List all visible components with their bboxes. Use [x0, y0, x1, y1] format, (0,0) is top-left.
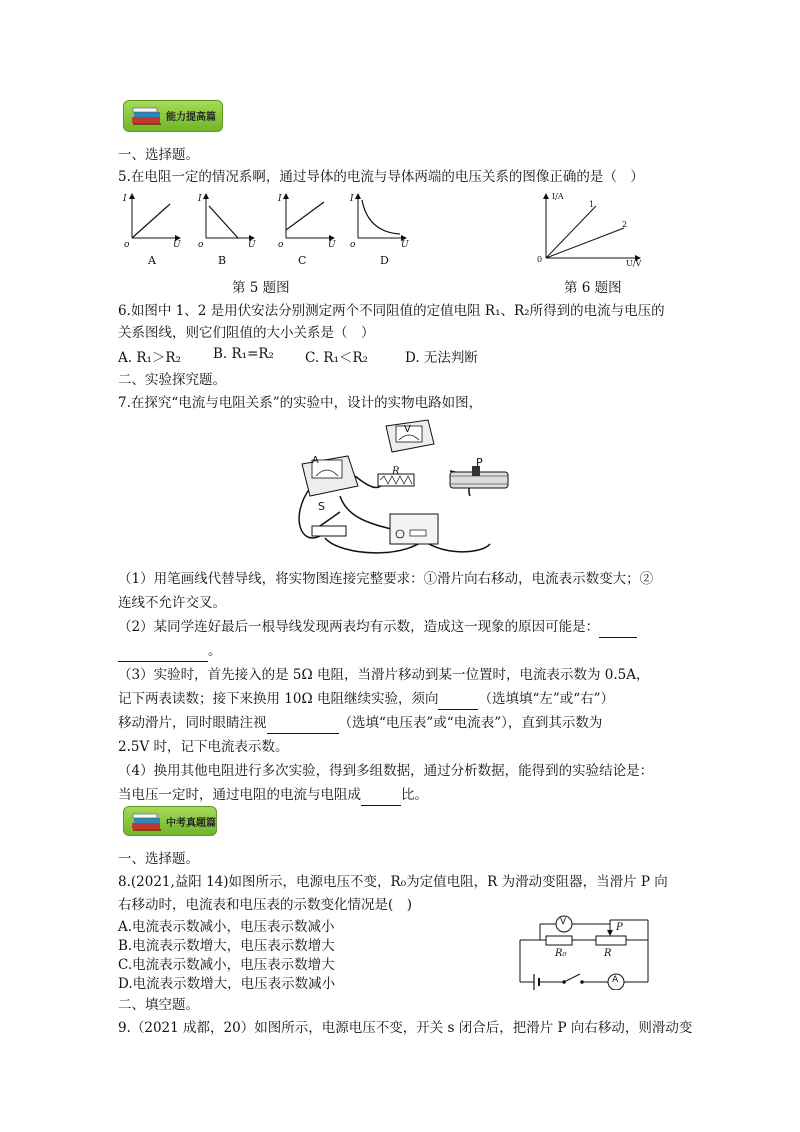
graph-a [132, 196, 178, 238]
graph-c [286, 196, 332, 238]
power-supply-device [390, 514, 438, 544]
q7-answer-blank-direction[interactable] [438, 694, 478, 710]
q8-label-a: A [612, 975, 619, 985]
circuit-label-p: P [476, 456, 483, 469]
q8-label-r0: R₀ [555, 948, 567, 959]
question-8-line2: 右移动时，电流表和电压表的示数变化情况是( ) [118, 897, 413, 913]
q7-part4-line1: （4）换用其他电阻进行多次实验，得到多组数据，通过分析数据，能得到的实验结论是： [118, 763, 654, 779]
q7-part2-line1 [118, 616, 637, 638]
q8-label-v: V [560, 917, 567, 927]
q7-part1-line2: 连线不允许交叉。 [118, 595, 226, 611]
q7-part3c-post: （选填“电压表”或“电流表”），直到其示数为 [338, 715, 603, 731]
section-badge-exam [123, 806, 217, 836]
graph-b-x: U [248, 240, 256, 250]
q8-option-b: B.电流表示数增大，电压表示数增大 [118, 938, 335, 954]
q8-label-r: R [604, 948, 612, 959]
q8-option-a: A.电流表示数减小，电压表示数减小 [118, 919, 335, 935]
fig6-x-label: U/V [626, 259, 642, 268]
graph-b-y: I [198, 194, 202, 204]
ammeter-device [302, 456, 358, 496]
question-9: 9.（2021 成都，20）如图所示，电源电压不变，开关 s 闭合后，把滑片 P 向右移动，则滑动变 [118, 1020, 693, 1036]
book-icon [130, 811, 164, 833]
switch-device [312, 512, 346, 536]
rheostat-device [450, 466, 508, 488]
heading-choice-2: 一、选择题。 [118, 851, 199, 867]
q7-part2-line2 [118, 640, 222, 662]
graph-b-letter: B [218, 254, 227, 267]
q7-answer-blank-1[interactable] [599, 622, 637, 638]
question-6-line1: 6.如图中 1、2 是用伏安法分别测定两个不同阻值的定值电阻 R₁、R₂所得到的电流与电压的 [118, 303, 665, 319]
q7-part4-pre: 当电压一定时，通过电阻的电流与电阻成 [118, 787, 361, 803]
circuit-label-v: V [404, 424, 411, 435]
graph-d-y: I [350, 194, 354, 204]
fig6-line1-label: 1 [589, 200, 595, 209]
circuit-label-s: S [318, 500, 325, 513]
fig6-y-label: I/A [552, 192, 564, 201]
r-rheostat [596, 936, 626, 945]
q7-answer-blank-meter[interactable] [267, 718, 339, 734]
heading-experiment: 二、实验探究题。 [118, 372, 226, 388]
r0-resistor [546, 936, 572, 945]
q7-part3-line4: 2.5V 时，记下电流表示数。 [118, 739, 289, 755]
question-5: 5.在电阻一定的情况系啊，通过导体的电流与导体两端的电压关系的图像正确的是（ ） [118, 169, 644, 185]
question-8-line1: 8.(2021,益阳 14)如图所示，电源电压不变，R₀为定值电阻，R 为滑动变阻器，当滑片 P 向 [118, 874, 668, 890]
graph-d-x: U [401, 240, 409, 250]
q7-part3c-pre: 移动滑片，同时眼睛注视 [118, 715, 267, 731]
circuit-label-a: A [312, 455, 319, 466]
caption-fig5: 第 5 题图 [232, 280, 290, 296]
graph-d-letter: D [380, 254, 389, 267]
badge-label: 中考真题篇 [166, 818, 216, 829]
question-6-line2: 关系图线，则它们阻值的大小关系是（ ） [118, 325, 375, 341]
q7-part3-line2 [118, 688, 614, 710]
q6-option-c: C. R₁＜R₂ [305, 350, 369, 366]
question-7: 7.在探究“电流与电阻关系”的实验中，设计的实物电路如图， [118, 395, 483, 411]
q7-part4-post: 比。 [401, 787, 428, 803]
switch-symbol [564, 974, 580, 982]
q8-label-p: P [616, 922, 623, 933]
graph-c-letter: C [298, 254, 307, 267]
graph-a-letter: A [148, 254, 156, 267]
q6-option-d: D. 无法判断 [405, 350, 478, 366]
heading-fill: 二、填空题。 [118, 997, 199, 1013]
graph-b [206, 196, 252, 238]
q6-option-a: A. R₁＞R₂ [118, 350, 181, 366]
section-badge-ability [123, 100, 223, 132]
graph-c-y: I [278, 194, 282, 204]
q7-part3-line1: （3）实验时，首先接入的是 5Ω 电阻，当滑片移动到某一位置时，电流表示数为 0.5A， [118, 667, 650, 683]
q7-part2-text: （2）某同学连好最后一根导线发现两表均有示数，造成这一现象的原因可能是： [118, 619, 600, 635]
q7-part2-end: 。 [208, 643, 222, 659]
graph-a-y: I [123, 194, 127, 204]
graph-a-x: U [173, 240, 181, 250]
circuit-label-r: R [392, 466, 400, 477]
caption-fig6: 第 6 题图 [564, 280, 622, 296]
q7-part3-pre: 记下两表读数；接下来换用 10Ω 电阻继续实验，须向 [118, 691, 439, 707]
q7-part3-line3 [118, 712, 602, 734]
graph-a-o: o [124, 240, 130, 250]
q8-option-c: C.电流表示数减小，电压表示数增大 [118, 957, 335, 973]
q7-part4-line2 [118, 784, 428, 806]
q8-option-d: D.电流表示数增大，电压表示数减小 [118, 976, 336, 992]
q7-part3-post: （选填填“左”或“右”） [478, 691, 615, 707]
q7-answer-blank-relation[interactable] [361, 790, 401, 806]
fig6-line2-label: 2 [622, 220, 628, 229]
q7-circuit-photo [280, 416, 520, 564]
badge-label: 能力提高篇 [166, 112, 216, 123]
graph-d-o: o [350, 240, 356, 250]
heading-choice: 一、选择题。 [118, 147, 199, 163]
graph-c-x: U [328, 240, 336, 250]
graph-b-o: o [198, 240, 204, 250]
graph-c-o: o [278, 240, 284, 250]
q7-answer-blank-1-cont[interactable] [118, 646, 208, 662]
fig6-origin: 0 [537, 255, 543, 264]
q7-part1-line1: （1）用笔画线代替导线，将实物图连接完整要求：①滑片向右移动，电流表示数变大；② [118, 571, 654, 587]
q8-circuit [510, 910, 660, 990]
graph-d [358, 196, 404, 238]
q6-option-b: B. R₁=R₂ [213, 346, 274, 362]
book-icon [130, 105, 164, 127]
